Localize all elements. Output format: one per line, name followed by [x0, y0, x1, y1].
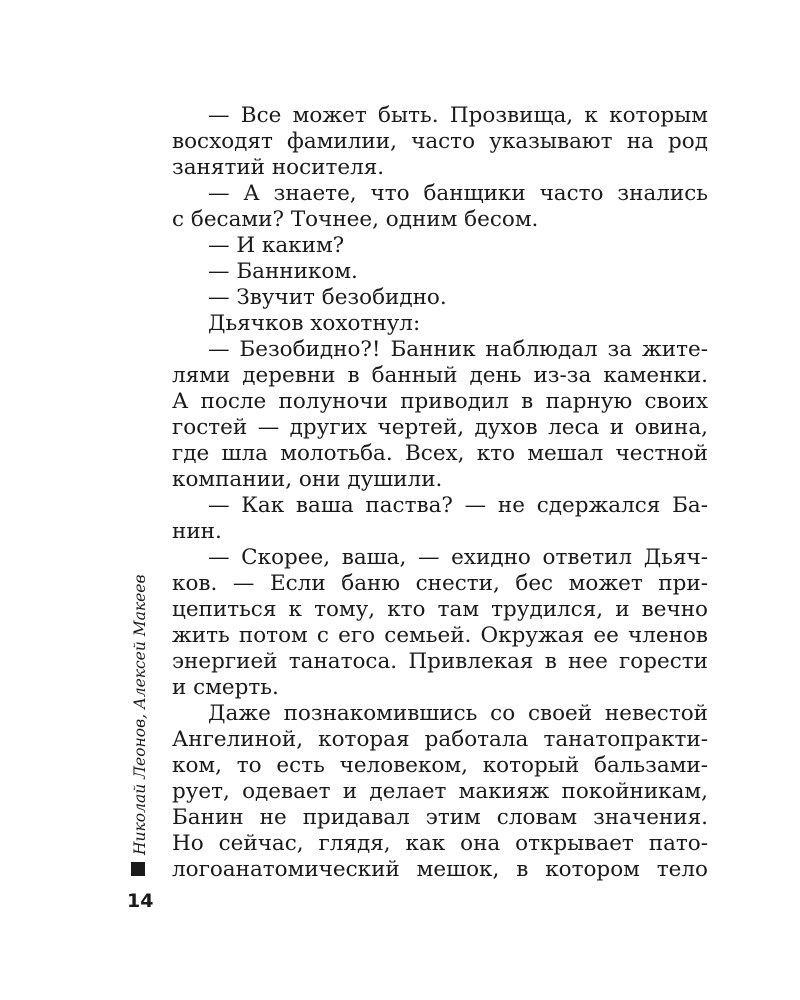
text-line: лями деревни в банный день из-за каменки.: [172, 363, 708, 388]
text-line: гостей — других чертей, духов леса и овина,: [172, 415, 708, 440]
text-line: занятий носителя.: [172, 155, 385, 180]
text-line: жить потом с его семьей. Окружая ее членов: [172, 623, 708, 648]
text-line: Но сейчас, глядя, как она открывает пато-: [172, 831, 708, 856]
text-line: — Звучит безобидно.: [208, 285, 447, 310]
page-number: 14: [127, 890, 154, 912]
text-line: — Скорее, ваша, — ехидно ответил Дьяч-: [208, 545, 708, 570]
text-line: А после полуночи приводил в парную своих: [172, 389, 708, 414]
text-line: нин.: [172, 519, 222, 544]
text-line: Дьячков хохотнул:: [208, 311, 421, 336]
text-line: ком, то есть человеком, который бальзами-: [172, 753, 708, 778]
text-line: — А знаете, что банщики часто знались: [208, 181, 708, 206]
header-marker-square: [131, 862, 145, 876]
text-line: — Банником.: [208, 259, 358, 284]
text-line: — Как ваша паства? — не сдержался Ба-: [208, 493, 708, 518]
text-line: энергией танатоса. Привлекая в нее горести: [172, 649, 708, 674]
text-line: рует, одевает и делает макияж покойникам,: [172, 779, 708, 804]
text-line: компании, они душили.: [172, 467, 443, 492]
running-header-authors: Николай Леонов, Алексей Макеев: [131, 574, 149, 855]
text-line: — И каким?: [208, 233, 345, 258]
text-line: где шла молотьба. Всех, кто мешал честной: [172, 441, 708, 466]
text-line: ков. — Если баню снести, бес может при-: [172, 571, 708, 596]
text-line: и смерть.: [172, 675, 279, 700]
text-line: — Безобидно?! Банник наблюдал за жите-: [208, 337, 708, 362]
text-line: Ангелиной, которая работала танатопракти-: [172, 727, 708, 752]
running-header: [128, 574, 152, 855]
body-text: [172, 103, 708, 883]
text-line: логоанатомический мешок, в котором тело: [172, 857, 708, 882]
text-line: с бесами? Точнее, одним бесом.: [172, 207, 539, 232]
text-line: Банин не придавал этим словам значения.: [172, 805, 708, 830]
text-line: цепиться к тому, кто там трудился, и вечно: [172, 597, 708, 622]
text-line: восходят фамилии, часто указывают на род: [172, 129, 708, 154]
text-line: Даже познакомившись со своей невестой: [208, 701, 708, 726]
text-line: — Все может быть. Прозвища, к которым: [208, 103, 708, 128]
